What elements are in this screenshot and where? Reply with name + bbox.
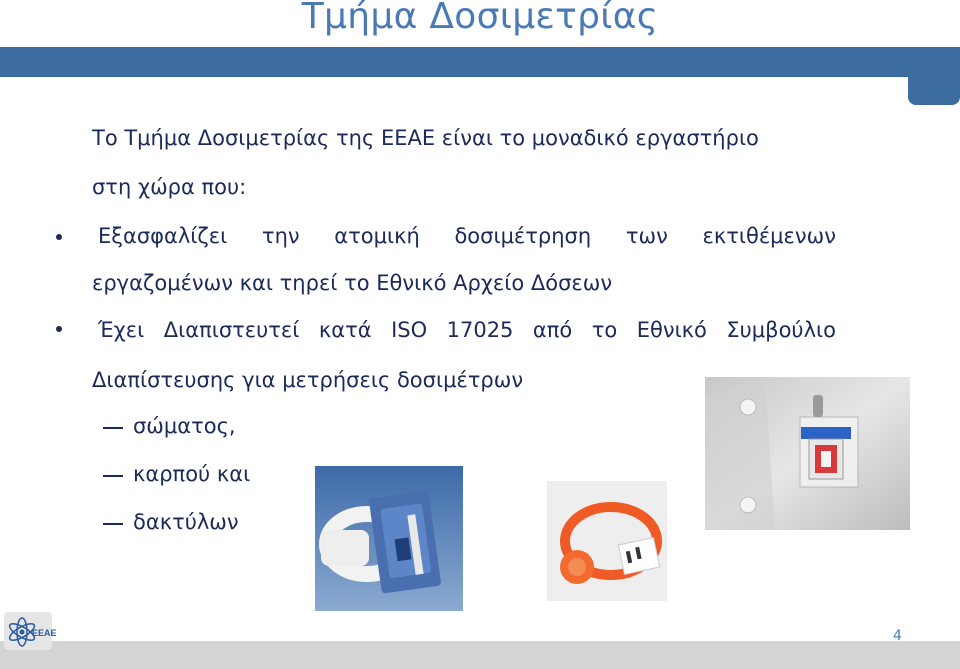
bullet-word: κατά: [318, 318, 372, 342]
intro-line-1: Το Τμήμα Δοσιμετρίας της ΕΕΑΕ είναι το μοναδικό εργαστήριο: [92, 126, 759, 150]
logo-text: ΕΕΑΕ: [32, 628, 57, 638]
bullet-word: Εθνικό: [636, 318, 707, 342]
bullet-word: Διαπιστευτεί: [163, 318, 300, 342]
ring-dosimeter-illustration: [547, 481, 667, 601]
bullet-word: Συμβούλιο: [726, 318, 836, 342]
bullet-1-line-2: εργαζομένων και τηρεί το Εθνικό Αρχείο Δόσεων: [92, 271, 613, 295]
bullet-word: ατομική: [334, 224, 420, 248]
subitem-finger: δακτύλων: [133, 510, 239, 534]
bullet-word: Εξασφαλίζει: [98, 224, 228, 248]
bullet-word: δοσιμέτρηση: [454, 224, 592, 248]
slide-title: Τμήμα Δοσιμετρίας: [301, 0, 659, 37]
body-dosimeter-photo: [705, 377, 910, 530]
bullet-word: Έχει: [98, 318, 145, 342]
bullet-word: ISO: [391, 318, 428, 342]
bullet-marker: [56, 326, 62, 332]
dash-marker: [103, 475, 123, 477]
bullet-word: εκτιθέμενων: [702, 224, 836, 248]
intro-line-2: στη χώρα που:: [92, 175, 247, 199]
bullet-2-line-1: [98, 318, 836, 342]
eeae-logo: [4, 612, 57, 650]
wrist-dosimeter-photo: [315, 466, 463, 611]
bullet-2-line-2: Διαπίστευσης για μετρήσεις δοσιμέτρων: [92, 368, 524, 392]
bullet-word: την: [261, 224, 300, 248]
dash-marker: [103, 523, 123, 525]
header-bar-tab: [908, 47, 960, 105]
bullet-word: από: [532, 318, 573, 342]
bullet-1-line-1: [98, 224, 836, 248]
wrist-dosimeter-illustration: [315, 466, 463, 611]
subitem-wrist: καρπού και: [133, 462, 251, 486]
page-number: 4: [893, 628, 902, 644]
dash-marker: [103, 427, 123, 429]
body-dosimeter-illustration: [705, 377, 910, 530]
bullet-word: 17025: [446, 318, 514, 342]
bullet-word: το: [591, 318, 618, 342]
bullet-marker: [56, 234, 62, 240]
ring-dosimeter-photo: [547, 481, 667, 601]
atom-logo-icon: [4, 612, 57, 650]
subitem-body: σώματος,: [133, 414, 236, 438]
bullet-word: των: [625, 224, 668, 248]
footer-bar: [0, 641, 960, 669]
header-bar: [0, 47, 948, 77]
